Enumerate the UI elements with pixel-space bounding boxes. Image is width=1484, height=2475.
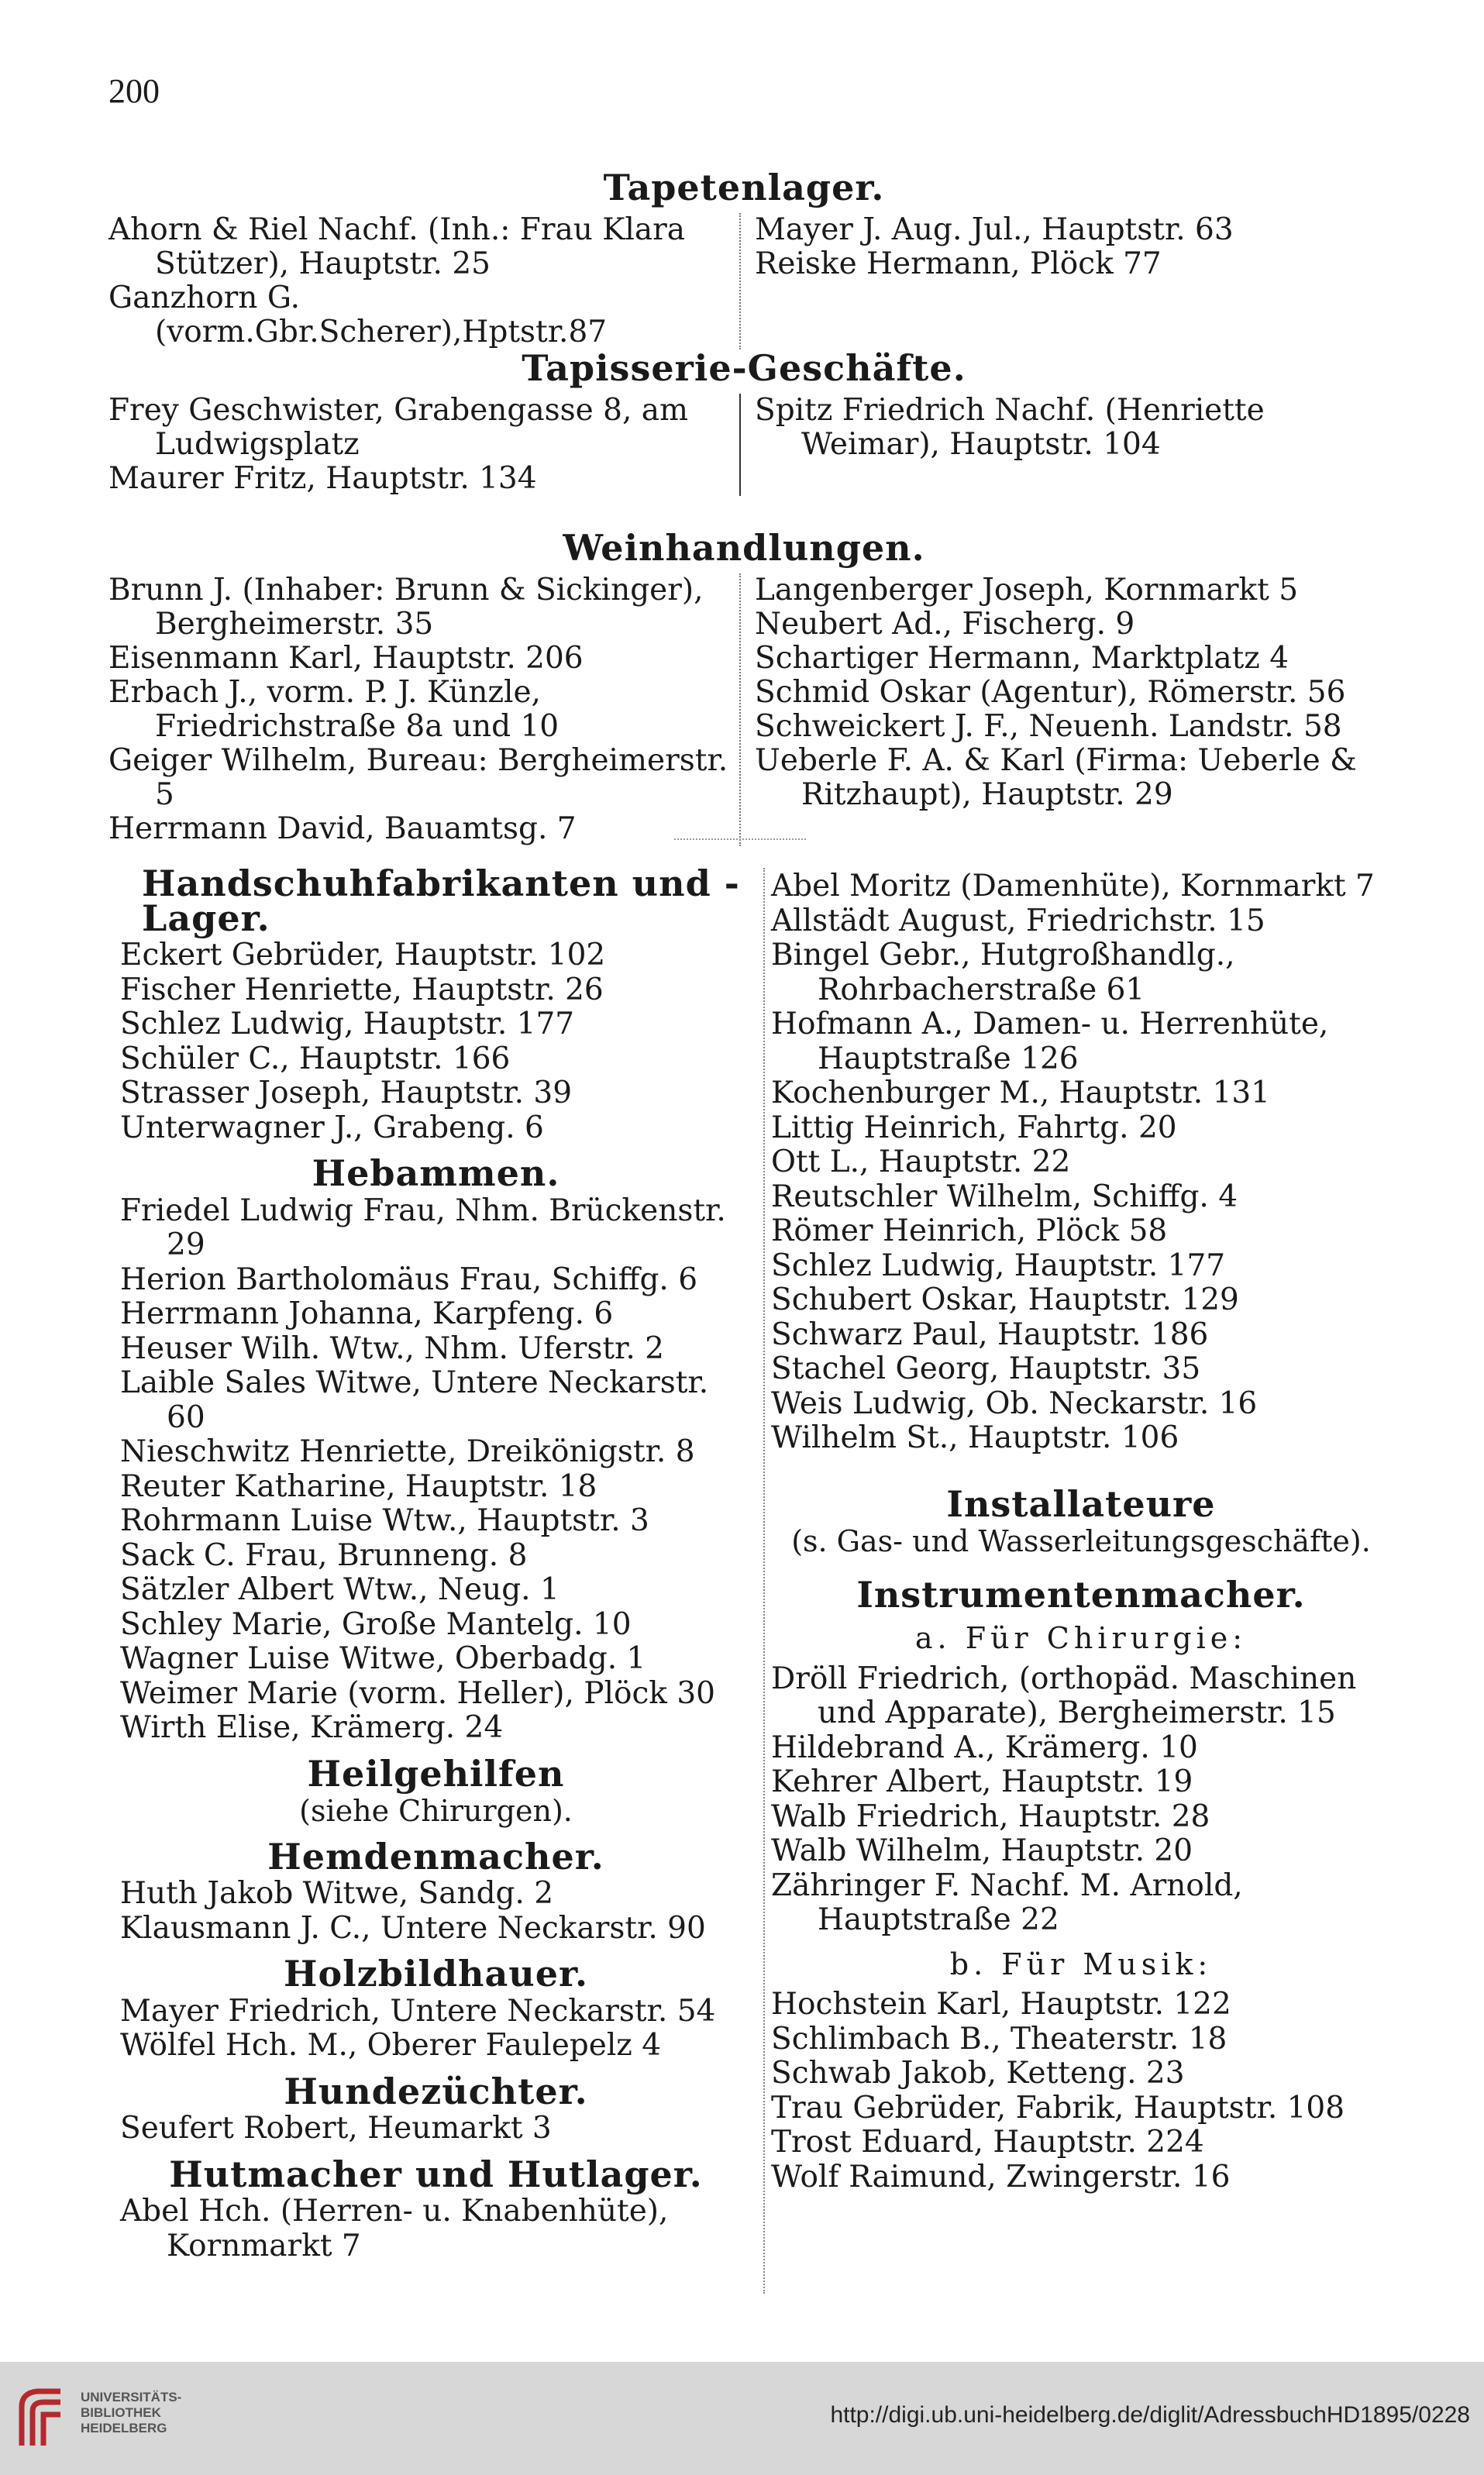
- heading-instrumentenmacher: Instrumentenmacher.: [856, 1573, 1306, 1616]
- list-item: Brunn J. (Inhaber: Brunn & Sickinger), Bergheimerstr. 35: [108, 573, 704, 642]
- list-item: Friedel Ludwig Frau, Nhm. Brückenstr. 29: [120, 1193, 726, 1262]
- heading-tapisserie: Tapisserie-Geschäfte.: [522, 347, 966, 389]
- list-item: Allstädt August, Friedrichstr. 15: [771, 903, 1265, 938]
- column-divider: [763, 868, 765, 2294]
- list-item: Schlez Ludwig, Hauptstr. 177: [120, 1007, 575, 1041]
- list-item: Walb Wilhelm, Hauptstr. 20: [771, 1833, 1193, 1868]
- list-item: Geiger Wilhelm, Bureau: Bergheimerstr. 5: [108, 743, 728, 812]
- list-item: Unterwagner J., Grabeng. 6: [120, 1110, 544, 1145]
- list-item: Weis Ludwig, Ob. Neckarstr. 16: [771, 1386, 1258, 1421]
- list-item: Kochenburger M., Hauptstr. 131: [771, 1076, 1270, 1110]
- list-item: Herrmann David, Bauamtsg. 7: [108, 811, 577, 846]
- list-item: Hochstein Karl, Hauptstr. 122: [771, 1987, 1231, 2022]
- list-item: Erbach J., vorm. P. J. Künzle, Friedrichstraße 8a und 10: [108, 675, 560, 744]
- list-item: Huth Jakob Witwe, Sandg. 2: [120, 1876, 554, 1911]
- heading-weinhandlungen: Weinhandlungen.: [563, 527, 925, 569]
- note-installateure: (s. Gas- und Wasserleitungsgeschäfte).: [791, 1524, 1371, 1558]
- list-item: Langenberger Joseph, Kornmarkt 5: [755, 573, 1299, 608]
- list-item: Herion Bartholomäus Frau, Schiffg. 6: [120, 1262, 698, 1297]
- list-item: Neubert Ad., Fischerg. 9: [755, 607, 1135, 642]
- list-item: Seufert Robert, Heumarkt 3: [120, 2111, 552, 2146]
- list-item: Reuter Katharine, Hauptstr. 18: [120, 1468, 597, 1504]
- list-item: Littig Heinrich, Fahrtg. 20: [771, 1110, 1177, 1145]
- logo-line: UNIVERSITÄTS-: [81, 2390, 182, 2404]
- list-item: Wolf Raimund, Zwingerstr. 16: [771, 2159, 1231, 2194]
- list-item: Frey Geschwister, Grabengasse 8, am Ludwigsplatz: [108, 393, 688, 462]
- list-item: Trost Eduard, Hauptstr. 224: [771, 2125, 1204, 2160]
- list-item: Hofmann A., Damen- u. Herrenhüte, Hauptstraße 126: [771, 1007, 1329, 1076]
- heading-hebammen: Hebammen.: [312, 1152, 560, 1194]
- section-tapisserie: [108, 347, 1379, 496]
- note-heilgehilfen: (siehe Chirurgen).: [299, 1794, 573, 1828]
- list-item: Stachel Georg, Hauptstr. 35: [771, 1351, 1201, 1386]
- list-item: Wirth Elise, Krämerg. 24: [120, 1710, 504, 1745]
- separator-line: [674, 838, 806, 840]
- heading-hutmacher: Hutmacher und Hutlager.: [169, 2153, 703, 2195]
- list-item: Schubert Oskar, Hauptstr. 129: [771, 1282, 1239, 1317]
- logo-line: BIBLIOTHEK: [81, 2405, 161, 2420]
- list-item: Wilhelm St., Hauptstr. 106: [771, 1420, 1179, 1455]
- list-item: Sätzler Albert Wtw., Neug. 1: [120, 1572, 560, 1607]
- list-item: Weimer Marie (vorm. Heller), Plöck 30: [120, 1675, 715, 1711]
- list-item: Schley Marie, Große Mantelg. 10: [120, 1606, 632, 1642]
- subheading-chirurgie: a. Für Chirurgie:: [914, 1621, 1248, 1655]
- list-item: Eckert Gebrüder, Hauptstr. 102: [120, 938, 606, 972]
- section-tapetenlager: [108, 167, 1379, 349]
- list-item: Mayer Friedrich, Untere Neckarstr. 54: [120, 1993, 716, 2029]
- list-item: Rohrmann Luise Wtw., Hauptstr. 3: [120, 1503, 649, 1538]
- list-item: Maurer Fritz, Hauptstr. 134: [108, 461, 537, 496]
- list-item: Ueberle F. A. & Karl (Firma: Ueberle & Ritzhaupt), Hauptstr. 29: [755, 743, 1357, 812]
- list-item: Heuser Wilh. Wtw., Nhm. Uferstr. 2: [120, 1330, 664, 1366]
- list-item: Reiske Hermann, Plöck 77: [755, 246, 1162, 281]
- list-item: Trau Gebrüder, Fabrik, Hauptstr. 108: [771, 2090, 1345, 2126]
- list-item: Schmid Oskar (Agentur), Römerstr. 56: [755, 675, 1346, 710]
- list-item: Hildebrand A., Krämerg. 10: [771, 1730, 1198, 1765]
- list-item: Schwab Jakob, Ketteng. 23: [771, 2056, 1185, 2091]
- heading-hundezuechter: Hundezüchter.: [284, 2070, 588, 2112]
- list-item: Schüler C., Hauptstr. 166: [120, 1041, 511, 1076]
- source-url-link[interactable]: http://digi.ub.uni-heidelberg.de/diglit/AdressbuchHD1895/0228: [830, 2402, 1470, 2428]
- list-item: Walb Friedrich, Hauptstr. 28: [771, 1799, 1210, 1834]
- list-item: Abel Hch. (Herren- u. Knabenhüte), Kornmarkt 7: [120, 2194, 669, 2263]
- list-item: Abel Moritz (Damenhüte), Kornmarkt 7: [771, 869, 1375, 904]
- list-item: Klausmann J. C., Untere Neckarstr. 90: [120, 1910, 706, 1946]
- list-item: Wölfel Hch. M., Oberer Faulepelz 4: [120, 2028, 662, 2063]
- list-item: Ott L., Hauptstr. 22: [771, 1145, 1071, 1179]
- list-item: Schlimbach B., Theaterstr. 18: [771, 2021, 1227, 2057]
- left-column: [120, 862, 752, 2263]
- list-item: Schartiger Hermann, Marktplatz 4: [755, 641, 1289, 676]
- list-item: Laible Sales Witwe, Untere Neckarstr. 60: [120, 1365, 709, 1435]
- page-number: 200: [108, 72, 160, 110]
- subheading-musik: b. Für Musik:: [949, 1947, 1213, 1981]
- list-item: Sack C. Frau, Brunneng. 8: [120, 1537, 528, 1573]
- right-column: [771, 869, 1391, 2194]
- list-item: Spitz Friedrich Nachf. (Henriette Weimar), Hauptstr. 104: [755, 393, 1265, 462]
- list-item: Fischer Henriette, Hauptstr. 26: [120, 972, 604, 1007]
- heading-holzbildhauer: Holzbildhauer.: [283, 1953, 588, 1995]
- library-logo-text: [81, 2390, 181, 2436]
- section-weinhandlungen: [108, 527, 1379, 846]
- list-item: Ganzhorn G.(vorm.Gbr.Scherer),Hptstr.87: [108, 281, 608, 349]
- list-item: Herrmann Johanna, Karpfeng. 6: [120, 1296, 614, 1331]
- list-item: Wagner Luise Witwe, Oberbadg. 1: [120, 1641, 646, 1676]
- list-item: Bingel Gebr., Hutgroßhandlg., Rohrbacherstraße 61: [771, 938, 1235, 1007]
- list-item: Eisenmann Karl, Hauptstr. 206: [108, 641, 584, 676]
- logo-line: HEIDELBERG: [81, 2421, 167, 2435]
- heading-heilgehilfen: Heilgehilfen: [307, 1752, 565, 1795]
- list-item: Römer Heinrich, Plöck 58: [771, 1213, 1168, 1248]
- list-item: Nieschwitz Henriette, Dreikönigstr. 8: [120, 1434, 695, 1469]
- library-logo-icon[interactable]: [14, 2384, 68, 2453]
- list-item: Kehrer Albert, Hauptstr. 19: [771, 1764, 1193, 1799]
- list-item: Schlez Ludwig, Hauptstr. 177: [771, 1248, 1226, 1283]
- footer-bar: [0, 2362, 1484, 2475]
- heading-tapetenlager: Tapetenlager.: [603, 167, 885, 208]
- list-item: Ahorn & Riel Nachf. (Inh.: Frau Klara Stützer), Hauptstr. 25: [108, 212, 686, 281]
- heading-hemdenmacher: Hemdenmacher.: [267, 1835, 604, 1878]
- list-item: Schwarz Paul, Hauptstr. 186: [771, 1317, 1209, 1352]
- list-item: Schweickert J. F., Neuenh. Landstr. 58: [755, 709, 1342, 744]
- list-item: Strasser Joseph, Hauptstr. 39: [120, 1076, 573, 1110]
- heading-handschuh: Handschuhfabrikanten und -Lager.: [142, 862, 740, 939]
- list-item: Dröll Friedrich, (orthopäd. Maschinen und Apparate), Bergheimerstr. 15: [771, 1661, 1357, 1730]
- list-item: Zähringer F. Nachf. M. Arnold, Hauptstraße 22: [771, 1867, 1243, 1937]
- heading-installateure: Installateure: [946, 1482, 1216, 1525]
- list-item: Mayer J. Aug. Jul., Hauptstr. 63: [755, 212, 1234, 247]
- list-item: Reutschler Wilhelm, Schiffg. 4: [771, 1179, 1238, 1214]
